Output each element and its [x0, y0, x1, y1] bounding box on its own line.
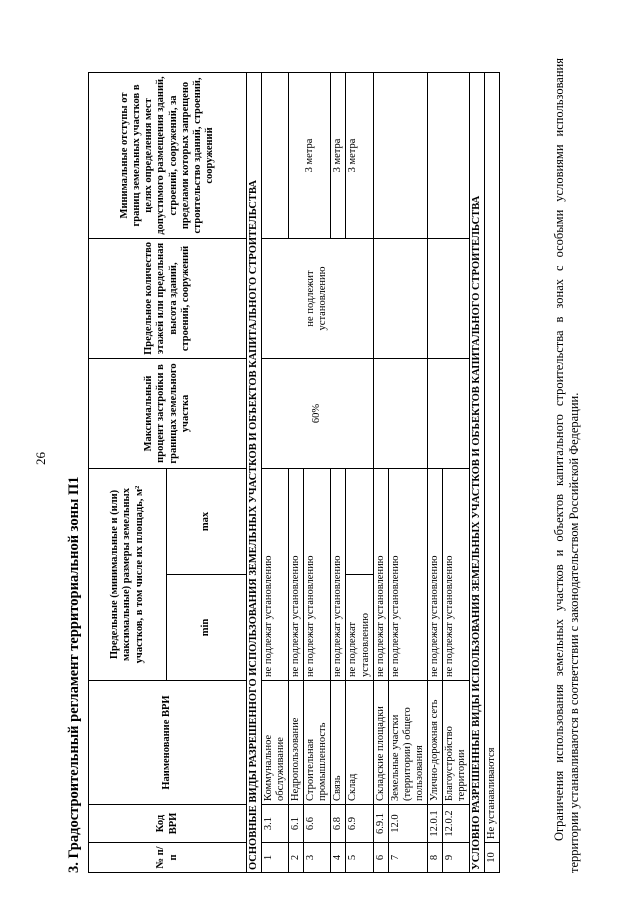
- row-name: Благоустройство территории: [442, 681, 469, 805]
- percent-cell: 60%: [262, 358, 374, 468]
- row-size: не подлежат установлению: [331, 468, 346, 680]
- header-setback: Минимальные отступы от границ земельных участков в целях определения мест допустимого размещения зданий, строений, сооружений, за пределами которых запрещено строительство зданий, строений, сооружений: [89, 72, 247, 238]
- page-title: 3. Градостроительный регламент территориальной зоны П1: [66, 476, 82, 873]
- row-size: не подлежат установлению: [304, 468, 331, 680]
- setback-empty: [373, 72, 427, 238]
- restrictions-note: Ограничения использования земельных участков и объектов капитального строительства в зонах с особыми условиями использования территории устанавливаются в соответствии с законодательством Российской Федерации.: [552, 58, 581, 873]
- header-max: max: [167, 468, 247, 574]
- header-floors: Предельное количество этажей или предельная высота зданий, строений, сооружений: [89, 238, 247, 358]
- setback-empty: [262, 72, 289, 238]
- floors-empty: [373, 238, 427, 358]
- row-num: 1: [262, 843, 289, 873]
- row-code: 6.9.1: [373, 805, 388, 843]
- row-num: 7: [388, 843, 427, 873]
- percent-empty: [373, 358, 427, 468]
- row-num: 5: [346, 843, 373, 873]
- setback-cell: 3 метра: [289, 72, 331, 238]
- row-size: не подлежат установлению: [373, 468, 388, 680]
- row-num: 8: [427, 843, 442, 873]
- row-name: Склад: [346, 681, 373, 805]
- header-percent: Максимальный процент застройки в границах земельного участка: [89, 358, 247, 468]
- row-code: 12.0.1: [427, 805, 442, 843]
- percent-empty: [427, 358, 469, 468]
- row-size: не подлежат установлению: [388, 468, 427, 680]
- setback-cell: 3 метра: [346, 72, 373, 238]
- header-name: Наименование ВРИ: [89, 681, 247, 805]
- row-code: 12.0.2: [442, 805, 469, 843]
- row-code: 6.6: [304, 805, 331, 843]
- row-num: 2: [289, 843, 304, 873]
- row-code: 3.1: [262, 805, 289, 843]
- row-size: не подлежат установлению: [289, 468, 304, 680]
- floors-cell: не подлежит установлению: [262, 238, 374, 358]
- header-sizes: Предельные (минимальные и (или) максимальные) размеры земельных участков, в том числе их площадь, м²: [89, 468, 167, 680]
- row-text: Не устанавливаются: [485, 72, 500, 842]
- page-number: 26: [33, 452, 48, 465]
- row-num: 3: [304, 843, 331, 873]
- setback-cell: 3 метра: [331, 72, 346, 238]
- row-size-min: не подлежат установлению: [346, 575, 373, 681]
- row-size: не подлежат установлению: [427, 468, 442, 680]
- row-code: 6.9: [346, 805, 373, 843]
- row-num: 4: [331, 843, 346, 873]
- row-name: Земельные участки (территории) общего пользования: [388, 681, 427, 805]
- row-name: Коммунальное обслуживание: [262, 681, 289, 805]
- section-main-uses: ОСНОВНЫЕ ВИДЫ РАЗРЕШЕННОГО ИСПОЛЬЗОВАНИЯ ЗЕМЕЛЬНЫХ УЧАСТКОВ И ОБЪЕКТОВ КАПИТАЛЬНОГО СТРОИТЕЛЬСТВА: [247, 72, 262, 872]
- setback-empty: [427, 72, 469, 238]
- row-name: Складские площадки: [373, 681, 388, 805]
- row-name: Строительная промышленность: [304, 681, 331, 805]
- row-num: 10: [485, 843, 500, 873]
- header-code: Код ВРИ: [89, 805, 247, 843]
- row-size-max: [346, 468, 373, 574]
- row-size: не подлежат установлению: [262, 468, 289, 680]
- section-conditional-uses: УСЛОВНО РАЗРЕШЕННЫЕ ВИДЫ ИСПОЛЬЗОВАНИЯ ЗЕМЕЛЬНЫХ УЧАСТКОВ И ОБЪЕКТОВ КАПИТАЛЬНОГО СТРОИТЕЛЬСТВА: [470, 72, 485, 872]
- row-code: 6.8: [331, 805, 346, 843]
- header-num: № п/п: [89, 843, 247, 873]
- row-code: 12.0: [388, 805, 427, 843]
- row-size: не подлежат установлению: [442, 468, 469, 680]
- row-name: Недропользование: [289, 681, 304, 805]
- row-num: 9: [442, 843, 469, 873]
- header-min: min: [167, 575, 247, 681]
- floors-empty: [427, 238, 469, 358]
- row-name: Связь: [331, 681, 346, 805]
- row-num: 6: [373, 843, 388, 873]
- row-name: Улично-дорожная сеть: [427, 681, 442, 805]
- regulation-table: [88, 72, 500, 873]
- row-code: 6.1: [289, 805, 304, 843]
